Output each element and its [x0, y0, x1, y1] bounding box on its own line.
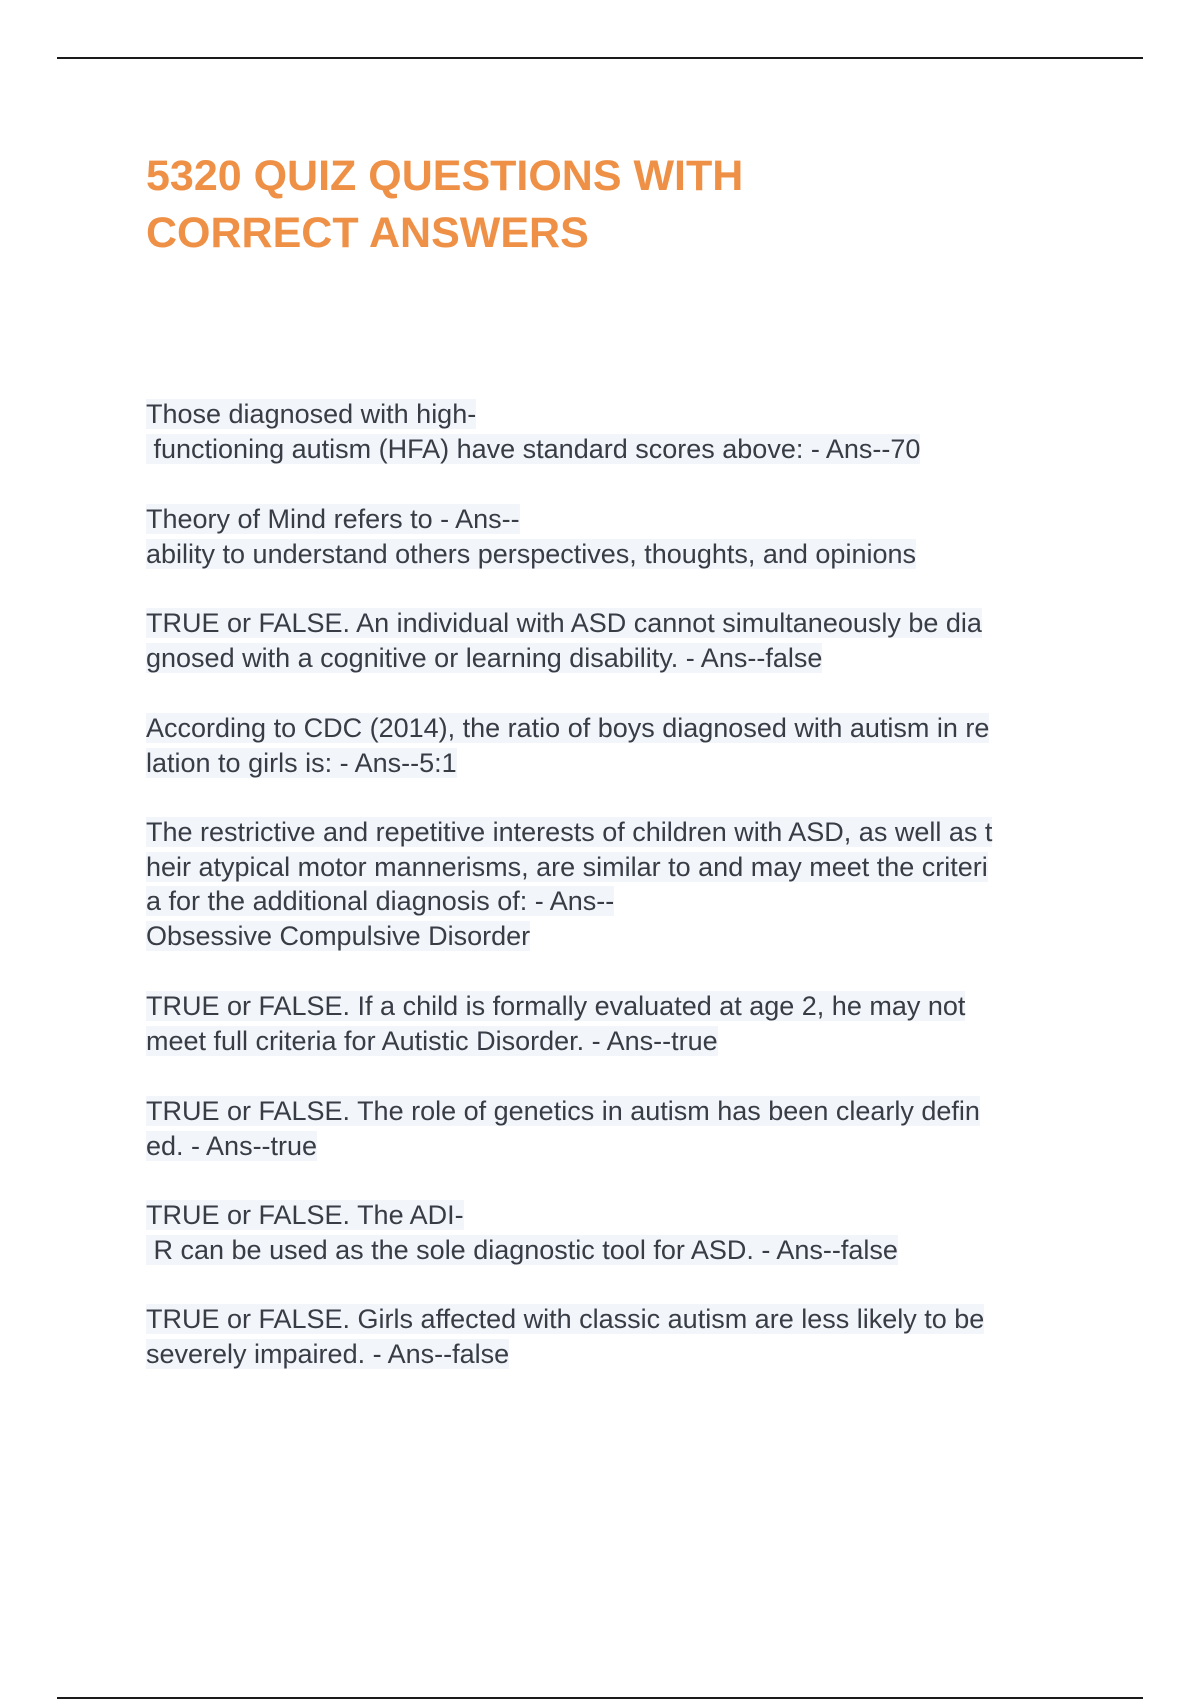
qa-item [146, 815, 1096, 953]
qa-line: TRUE or FALSE. An individual with ASD cannot simultaneously be dia [146, 608, 982, 638]
qa-line: TRUE or FALSE. The role of genetics in autism has been clearly defin [146, 1096, 980, 1126]
qa-line: According to CDC (2014), the ratio of boys diagnosed with autism in re [146, 713, 990, 743]
qa-line: ed. - Ans--true [146, 1130, 318, 1161]
document-title [146, 148, 946, 262]
qa-line: functioning autism (HFA) have standard scores above: - Ans--70 [146, 433, 921, 464]
title-line: CORRECT ANSWERS [146, 209, 589, 257]
qa-item [146, 606, 1096, 675]
qa-item [146, 1302, 1096, 1371]
top-rule [57, 57, 1143, 59]
qa-line: gnosed with a cognitive or learning disability. - Ans--false [146, 642, 823, 673]
qa-line: R can be used as the sole diagnostic tool for ASD. - Ans--false [146, 1234, 898, 1265]
qa-line: Those diagnosed with high- [146, 399, 477, 429]
qa-item [146, 502, 1096, 571]
qa-item [146, 989, 1096, 1058]
qa-item [146, 1198, 1096, 1267]
qa-line: heir atypical motor mannerisms, are similar to and may meet the criteri [146, 851, 988, 882]
qa-item [146, 711, 1096, 780]
qa-line: lation to girls is: - Ans--5:1 [146, 747, 457, 778]
qa-line: Theory of Mind refers to - Ans-- [146, 504, 520, 534]
qa-line: a for the additional diagnosis of: - Ans-- [146, 886, 615, 916]
qa-line: ability to understand others perspectives, thoughts, and opinions [146, 538, 916, 569]
qa-line: Obsessive Compulsive Disorder [146, 920, 531, 951]
qa-line: TRUE or FALSE. The ADI- [146, 1200, 464, 1230]
qa-item [146, 397, 1096, 466]
qa-line: severely impaired. - Ans--false [146, 1338, 510, 1369]
qa-line: TRUE or FALSE. Girls affected with classic autism are less likely to be [146, 1304, 985, 1334]
title-line: 5320 QUIZ QUESTIONS WITH [146, 152, 744, 200]
qa-line: The restrictive and repetitive interests of children with ASD, as well as t [146, 817, 993, 847]
qa-item [146, 1094, 1096, 1163]
qa-line: TRUE or FALSE. If a child is formally evaluated at age 2, he may not [146, 991, 966, 1021]
bottom-rule [57, 1697, 1143, 1699]
qa-line: meet full criteria for Autistic Disorder. - Ans--true [146, 1025, 718, 1056]
